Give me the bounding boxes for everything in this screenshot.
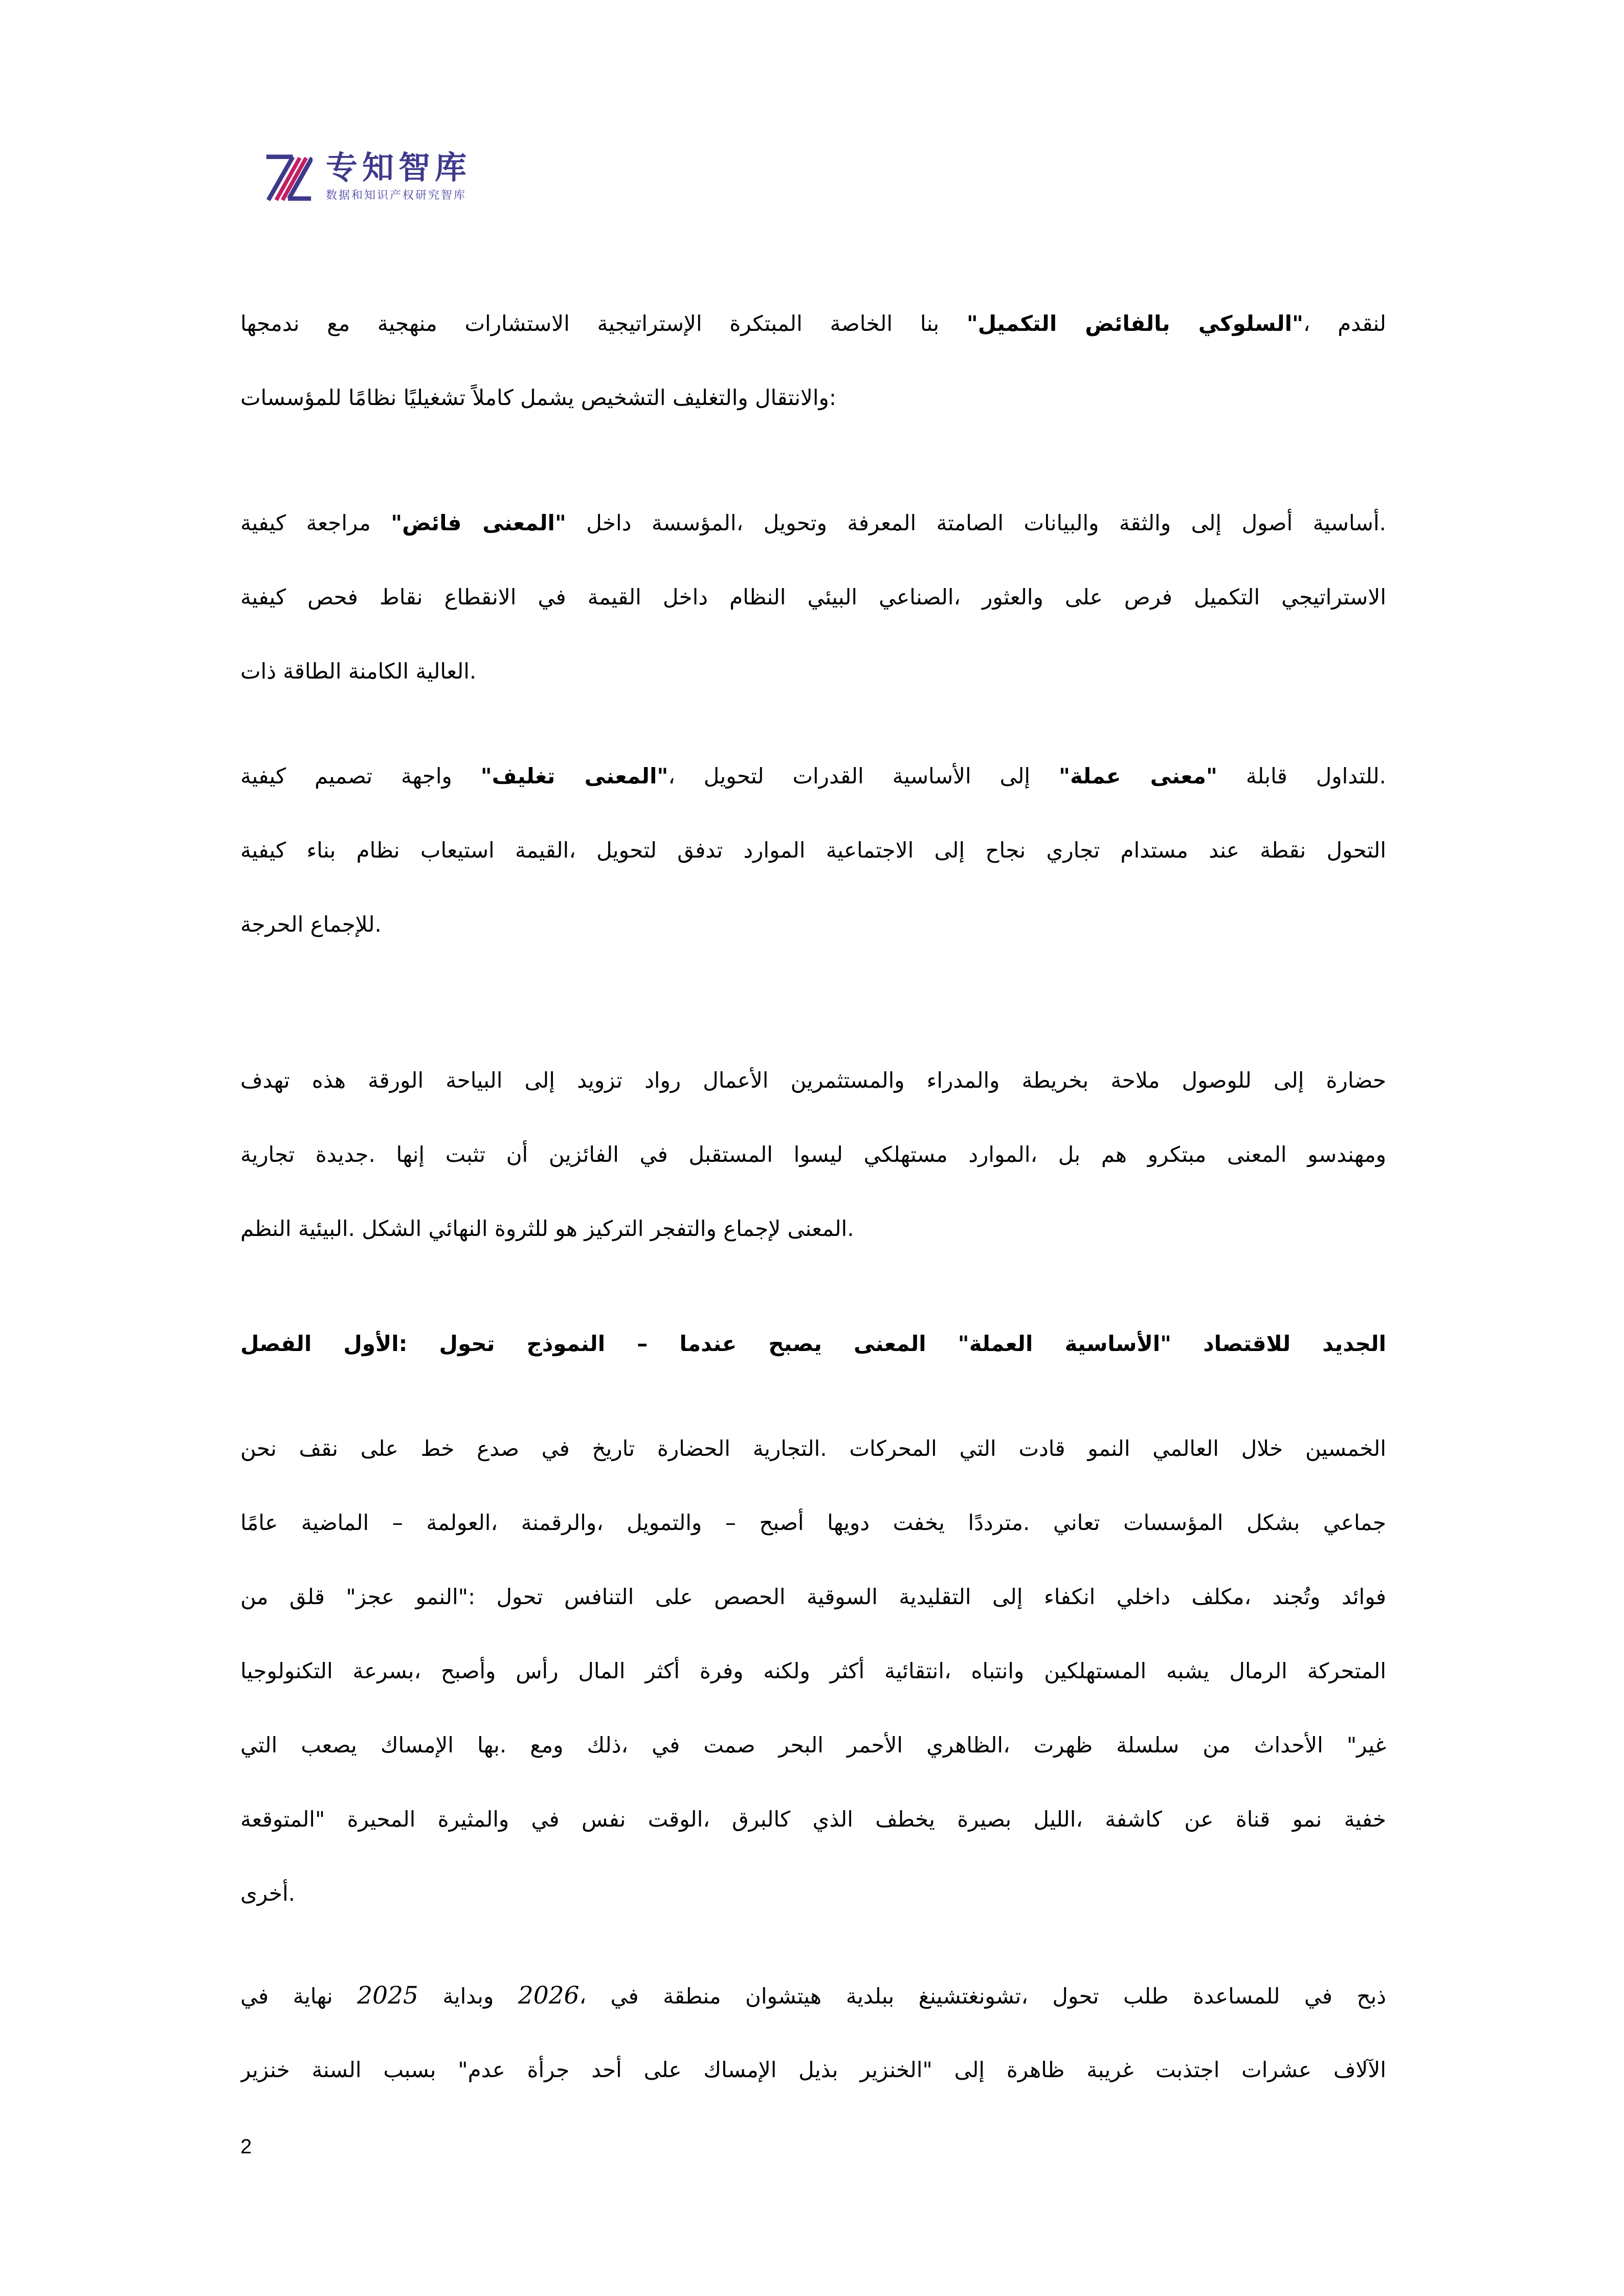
text-line [240,634,1386,708]
text-segment: ذبح في للمساعدة طلب تحول ،تشونغتشينغ ببلدية هيتشوان منطقة في ، [579,1984,1386,2009]
text-segment: التحول نقطة عند مستدام تجاري نجاح إلى الاجتماعية الموارد تدفق لتحويل ،القيمة استيعاب نظام بناء كيفية [240,838,1386,863]
text-segment: الخمسين خلال العالمي النمو قادت التي المحركات .التجارية الحضارة تاريخ في صدع خط على نقف نحن [240,1436,1386,1461]
text-line [240,361,1386,435]
text-segment: :والانتقال والتغليف التشخيص يشمل كاملاً تشغيليًا نظامًا للمؤسسات [240,385,836,410]
text-segment: .أخرى [240,1881,296,1906]
text-segment: جماعي بشكل المؤسسات تعاني .مترددًا يخفت دويها أصبح – والتمويل ،والرقمنة ،العولمة – الماضية عامًا [240,1510,1386,1535]
text-segment: الآلاف عشرات اجتذبت غريبة ظاهرة إلى "الخنزير بذيل الإمساك على أحد جرأة عدم" بسبب السنة خنزير [240,2057,1386,2082]
text-segment: نهاية في [240,1984,358,2009]
text-segment: الاستراتيجي التكميل فرص على والعثور ،الصناعي البيئي النظام داخل القيمة في الانقطاع نقاط فحص كيفية [240,584,1386,610]
text-line [240,1043,1386,1117]
text-segment: مراجعة كيفية [240,510,391,535]
logo [263,151,471,213]
paragraph [240,739,1386,961]
bold-text-segment: "السلوكي بالفائض التكميل" [966,311,1303,336]
paragraph [240,486,1386,708]
text-line [240,1307,1386,1381]
text-line [240,1782,1386,1856]
text-line [240,286,1386,361]
text-line [240,2033,1386,2107]
year-number: 2025 [357,1982,418,2010]
text-segment: .أساسية أصول إلى والثقة والبيانات الصامتة المعرفة وتحويل ،المؤسسة داخل [566,510,1386,535]
text-line [240,1959,1386,2033]
document-body [240,286,1386,2107]
text-line [240,813,1386,887]
year-number: 2026 [518,1982,580,2010]
text-segment: لنقدم ، [1303,311,1386,336]
paragraph [240,1043,1386,1266]
text-line [240,1708,1386,1782]
text-line [240,1634,1386,1708]
bold-text-segment: "المعنى فائض" [391,510,566,535]
text-segment: فوائد وتُجند ،مكلف داخلي انكفاء إلى التقليدية السوقية الحصص على التنافس تحول :"النمو عجز" قلق من [240,1584,1386,1609]
logo-text [326,151,471,204]
paragraph [240,1411,1386,1930]
page-number: 2 [240,2135,252,2158]
text-segment: .للإجماع الحرجة [240,912,382,937]
text-line [240,887,1386,961]
text-line [240,1856,1386,1930]
text-line [240,1411,1386,1485]
paragraph [240,1959,1386,2107]
bold-text-segment: "معنى عملة" [1059,763,1217,789]
text-segment: خفية نمو قناة عن كاشفة ،الليل بصيرة يخطف الذي كالبرق ،الوقت نفس في والمثيرة المحيرة "المتوقعة [240,1807,1386,1832]
text-segment: وبداية [418,1984,518,2009]
text-segment: .للتداول قابلة [1217,763,1386,789]
text-segment: واجهة تصميم كيفية [240,763,481,789]
text-line [240,1117,1386,1191]
zl-logo-icon [263,151,313,205]
paragraph [240,286,1386,435]
logo-subtitle: 数据和知识产权研究智库 [326,189,467,202]
text-segment: حضارة إلى للوصول ملاحة بخريطة والمدراء والمستثمرين الأعمال رواد تزويد إلى البياحة الورقة هذه تهدف [240,1068,1386,1093]
text-segment: ومهندسو المعنى مبتكرو هم بل ،الموارد مستهلكي ليسوا المستقبل في الفائزين أن تثبت إنها .جديدة تجارية [240,1142,1386,1167]
text-segment: الجديد للاقتصاد "الأساسية العملة" المعنى يصبح عندما – النموذج تحول :الأول الفصل [240,1331,1386,1356]
text-segment: غير" الأحداث من سلسلة ظهرت ،الظاهري الأحمر البحر صمت في ،ذلك ومع .بها الإمساك يصعب التي [240,1732,1386,1758]
text-segment: المتحركة الرمال يشبه المستهلكين وانتباه ،انتقائية أكثر ولكنه وفرة أكثر المال رأس وأصبح ،بسرعة التكنولوجيا [240,1658,1386,1683]
text-line [240,1560,1386,1634]
text-line [240,1485,1386,1560]
text-segment: .المعنى لإجماع والتفجر التركيز هو للثروة النهائي الشكل .البيئية النظم [240,1216,854,1241]
text-line [240,1191,1386,1266]
text-segment: إلى الأساسية القدرات لتحويل ، [668,763,1059,789]
logo-title: 专知智库 [326,149,472,186]
text-segment: .العالية الكامنة الطاقة ذات [240,659,477,684]
text-line [240,486,1386,560]
text-line [240,560,1386,634]
text-line [240,739,1386,813]
text-segment: بنا الخاصة المبتكرة الإستراتيجية الاستشارات منهجية مع ندمجها [240,311,967,336]
bold-text-segment: "المعنى تغليف" [480,763,669,789]
section-heading [240,1307,1386,1381]
